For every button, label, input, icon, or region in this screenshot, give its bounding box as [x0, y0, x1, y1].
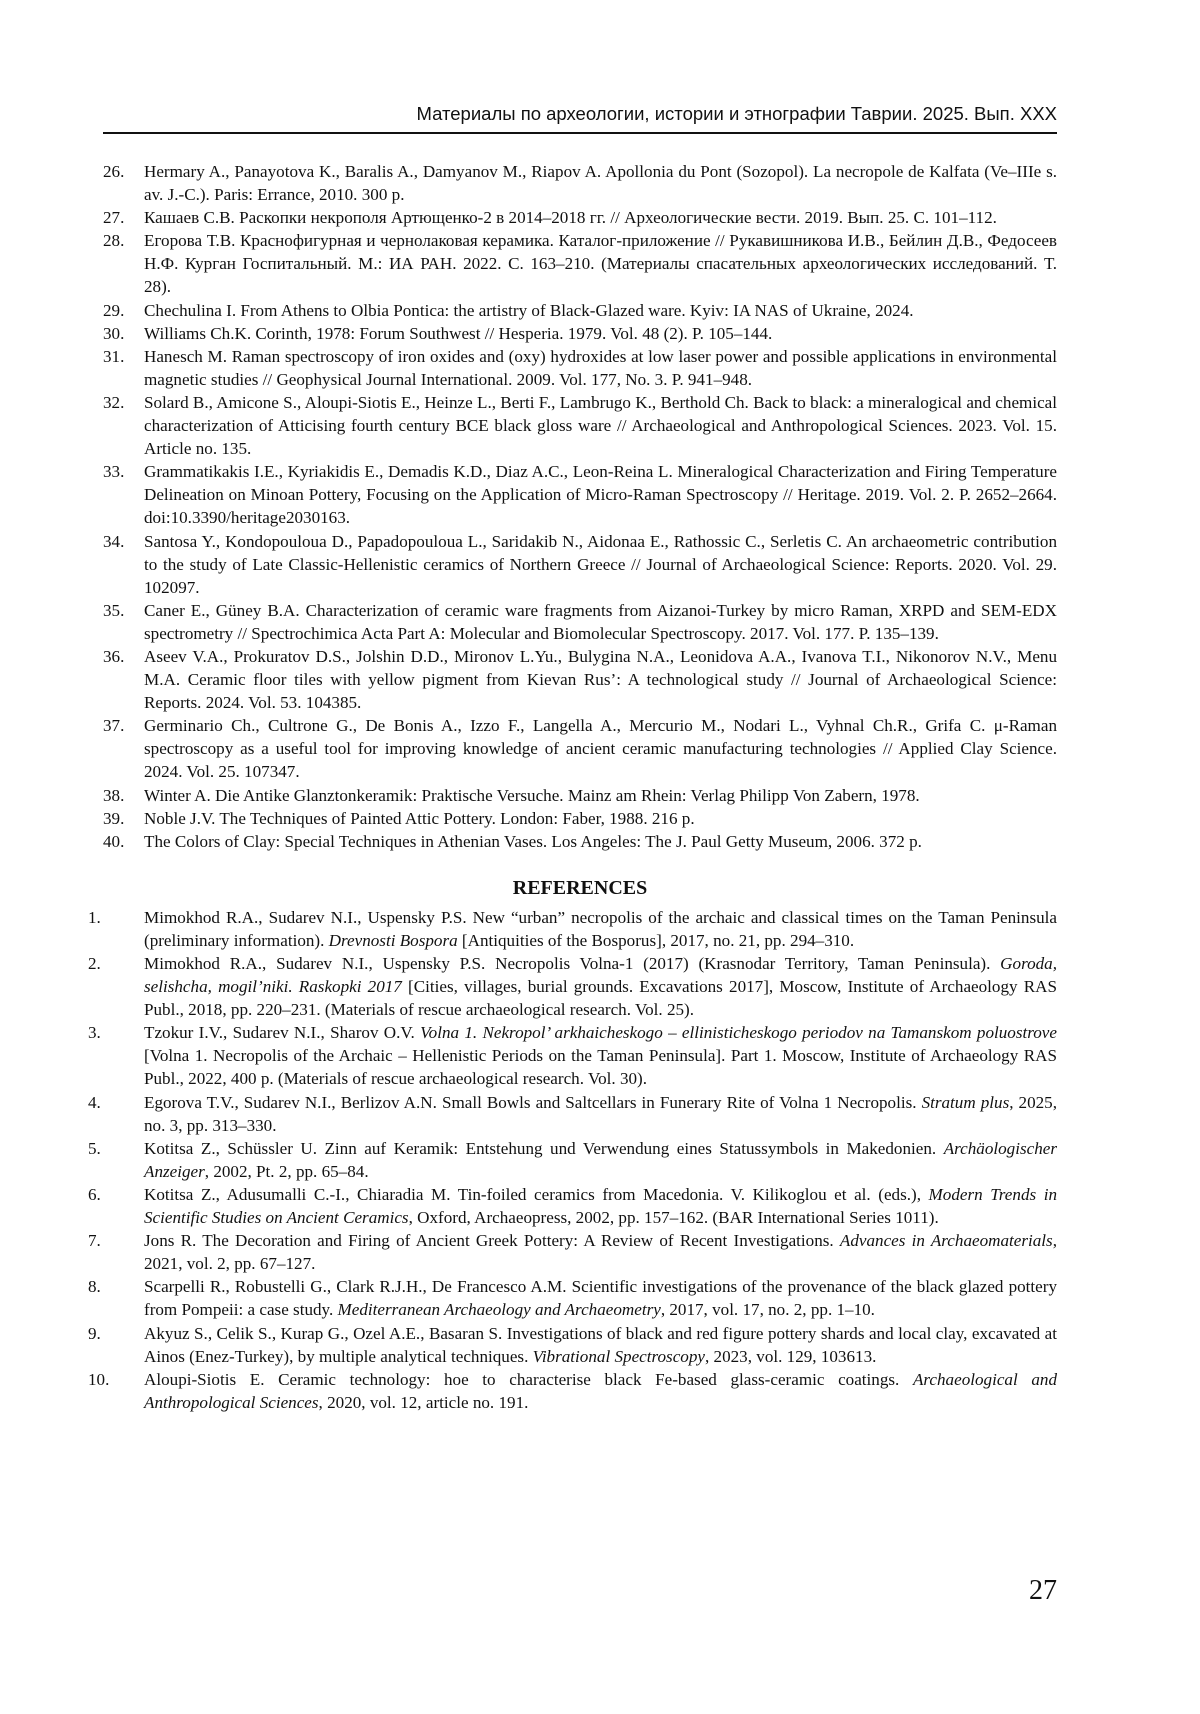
entry-number: 36. [103, 646, 125, 666]
entry-text: Кашаев С.В. Раскопки некрополя Артющенко-2 в 2014–2018 гг. // Археологические вести. 2019. Вып. 25. С. 101–112. [144, 208, 997, 228]
entry-text: Santosa Y., Kondopouloua D., Papadopouloua L., Saridakib N., Aidonaa E., Rathossic C., Serletis C. An archaeometric contribution to the study of Late Classic-Hellenistic ceramics of Northern Greece // Journal of Archaeological Science: Reports. 2020. Vol. 29. 102097. [144, 531, 1057, 597]
reference-text [87, 1091, 1057, 1137]
reference-text-part: Tzokur I.V., Sudarev N.I., Sharov O.V. [144, 1023, 421, 1043]
literature-entry [103, 160, 1057, 206]
header-rule [103, 132, 1057, 134]
reference-title-italic: Archaeological and Anthropological Sciences [144, 1369, 1057, 1412]
literature-entry [103, 714, 1057, 783]
literature-entry [103, 599, 1057, 645]
literature-entry [103, 784, 1057, 807]
reference-text-part: Scarpelli R., Robustelli G., Clark R.J.H., De Francesco A.M. Scientific investigations of the provenance of the black glazed pottery from Pompeii: a case study. [144, 1277, 1057, 1320]
entry-text: Noble J.V. The Techniques of Painted Attic Pottery. London: Faber, 1988. 216 p. [144, 808, 695, 828]
reference-title-italic: Vibrational Spectroscopy [532, 1346, 705, 1366]
entry-text: Caner E., Güney B.A. Characterization of ceramic ware fragments from Aizanoi-Turkey by micro Raman, XRPD and SEM-EDX spectrometry // Spectrochimica Acta Part A: Molecular and Biomolecular Spectroscopy. 2017. Vol. 177. P. 135–139. [144, 600, 1057, 643]
reference-text-part: , 2023, vol. 129, 103613. [704, 1346, 877, 1366]
page-body [88, 160, 1057, 1414]
reference-text-part: Aloupi-Siotis E. Ceramic technology: hoe to characterise black Fe-based glass-ceramic coatings. [144, 1369, 913, 1389]
reference-text-part: , 2020, vol. 12, article no. 191. [318, 1392, 529, 1412]
reference-entry [88, 1091, 1057, 1137]
reference-title-italic: Goroda, selishcha, mogil’niki. Raskopki 2017 [144, 954, 1057, 997]
reference-text-part: Kotitsa Z., Adusumalli C.-I., Chiaradia M. Tin-foiled ceramics from Macedonia. V. Kilikoglou et al. (eds.), [144, 1184, 929, 1204]
reference-number: 8. [88, 1277, 101, 1297]
references-heading: REFERENCES [512, 876, 648, 899]
reference-text [87, 906, 1057, 952]
reference-number: 7. [88, 1231, 101, 1251]
reference-entry [88, 1368, 1057, 1414]
literature-entry [103, 530, 1057, 599]
entry-number: 39. [103, 808, 125, 828]
entry-number: 35. [103, 600, 125, 620]
reference-title-italic: Modern Trends in Scientific Studies on Ancient Ceramics [144, 1184, 1057, 1228]
entry-number: 26. [103, 162, 125, 181]
reference-text-part: , Oxford, Archaeopress, 2002, pp. 157–162. (BAR International Series 1011). [408, 1208, 939, 1228]
entry-text: Chechulina I. From Athens to Olbia Pontica: the artistry of Black-Glazed ware. Kyiv: IA NAS of Ukraine, 2024. [144, 300, 914, 320]
reference-entry [88, 1229, 1057, 1275]
entry-number: 27. [103, 208, 125, 228]
literature-entry [103, 229, 1057, 298]
reference-text-part: , 2017, vol. 17, no. 2, pp. 1–10. [660, 1300, 875, 1320]
reference-number: 9. [88, 1323, 101, 1343]
reference-title-italic: Stratum plus [921, 1092, 1010, 1112]
entry-text: Williams Ch.K. Corinth, 1978: Forum Southwest // Hesperia. 1979. Vol. 48 (2). P. 105–144. [144, 323, 773, 343]
literature-entry [103, 645, 1057, 714]
literature-entry [103, 807, 1057, 830]
entry-number: 40. [103, 831, 125, 851]
reference-text-part: [Antiquities of the Bosporus], 2017, no. 21, pp. 294–310. [457, 930, 855, 950]
reference-number: 4. [88, 1092, 101, 1112]
reference-title-italic: Mediterranean Archaeology and Archaeometry [337, 1300, 661, 1320]
literature-entry [103, 206, 1057, 229]
entry-text: Germinario Ch., Cultrone G., De Bonis A., Izzo F., Langella A., Mercurio M., Nodari L., Vyhnal Ch.R., Grifa C. μ-Raman spectroscopy as a useful tool for improving knowledge of ancient ceramic manufacturing technologies // Applied Clay Science. 2024. Vol. 25. 107347. [144, 716, 1057, 782]
entry-number: 34. [103, 531, 125, 551]
reference-text [87, 1183, 1057, 1229]
reference-title-italic: Volna 1. Nekropol’ arkhaicheskogo – ellinisticheskogo periodov na Tamanskom poluostrove [420, 1023, 1057, 1043]
reference-entry [88, 1275, 1057, 1321]
references-list [88, 906, 1057, 1414]
reference-entry [88, 906, 1057, 952]
entry-text: The Colors of Clay: Special Techniques in Athenian Vases. Los Angeles: The J. Paul Getty Museum, 2006. 372 p. [144, 831, 922, 851]
reference-number: 1. [88, 907, 101, 927]
reference-text [87, 1322, 1057, 1368]
entry-text: Aseev V.A., Prokuratov D.S., Jolshin D.D., Mironov L.Yu., Bulygina N.A., Leonidova A.A., Ivanova T.I., Nikonorov N.V., Menu M.A. Ceramic floor tiles with yellow pigment from Kievan Rus’: A technological study // Journal of Archaeological Science: Reports. 2024. Vol. 53. 104385. [144, 646, 1057, 713]
reference-entry [88, 1021, 1057, 1090]
reference-number: 3. [88, 1023, 101, 1043]
entry-text: Егорова Т.В. Краснофигурная и чернолаковая керамика. Каталог-приложение // Рукавишникова И.В., Бейлин Д.В., Федосеев Н.Ф. Курган Госпитальный. М.: ИА РАН. 2022. С. 163–210. (Материалы спасательных археологических исследований. Т. 28). [144, 231, 1057, 297]
entry-text: Winter A. Die Antike Glanztonkeramik: Praktische Versuche. Mainz am Rhein: Verlag Philipp Von Zabern, 1978. [144, 785, 920, 805]
literature-entry [103, 391, 1057, 460]
reference-text-part: Mimokhod R.A., Sudarev N.I., Uspensky P.S. Necropolis Volna-1 (2017) (Krasnodar Territory, Taman Peninsula). [144, 954, 1001, 973]
literature-entry [103, 322, 1057, 345]
entry-number: 38. [103, 785, 125, 805]
literature-entry [103, 299, 1057, 322]
reference-text [87, 1275, 1057, 1321]
reference-text [87, 1229, 1057, 1275]
entry-text: Solard B., Amicone S., Aloupi-Siotis E., Heinze L., Berti F., Lambrugo K., Berthold Ch. Back to black: a mineralogical and chemical characterization of Atticising fourth century BCE black gloss ware // Archaeological and Anthropological Sciences. 2023. Vol. 15. Article no. 135. [144, 392, 1057, 459]
entry-text: Grammatikakis I.E., Kyriakidis E., Demadis K.D., Diaz A.C., Leon-Reina L. Mineralogical Characterization and Firing Temperature Delineation on Minoan Pottery, Focusing on the Application of Micro-Raman Spectroscopy // Heritage. 2019. Vol. 2. P. 2652–2664. doi:10.3390/heritage2030163. [144, 462, 1057, 528]
reference-text-part: , 2021, vol. 2, pp. 67–127. [144, 1231, 1057, 1274]
reference-text [87, 1368, 1057, 1414]
running-head: Материалы по археологии, истории и этнографии Таврии. 2025. Вып. XXX [416, 103, 1057, 124]
reference-text-part: [Cities, villages, burial grounds. Excavations 2017], Moscow, Institute of Archaeology RAS Publ., 2018, pp. 220–231. (Materials of rescue archaeological research. Vol. 25). [144, 977, 1057, 1020]
entry-number: 30. [103, 323, 125, 343]
entry-number: 31. [103, 346, 125, 366]
reference-title-italic: Drevnosti Bospora [328, 930, 458, 950]
entry-number: 32. [103, 392, 125, 412]
page-number: 27 [1029, 1575, 1057, 1606]
reference-number: 10. [88, 1369, 110, 1389]
reference-title-italic: Archäologischer Anzeiger [144, 1138, 1057, 1181]
reference-entry [88, 1322, 1057, 1368]
reference-number: 2. [88, 954, 101, 973]
reference-text [87, 952, 1057, 1021]
reference-entry [88, 1183, 1057, 1229]
entry-number: 28. [103, 231, 125, 251]
reference-number: 5. [88, 1138, 101, 1158]
reference-text-part: , 2002, Pt. 2, pp. 65–84. [204, 1161, 369, 1181]
reference-text-part: Akyuz S., Celik S., Kurap G., Ozel A.E., Basaran S. Investigations of black and red figure pottery shards and local clay, excavated at Ainos (Enez-Turkey), by multiple analytical techniques. [144, 1323, 1057, 1366]
reference-text [87, 1021, 1057, 1090]
literature-entry [103, 460, 1057, 529]
reference-text-part: , 2025, no. 3, pp. 313–330. [144, 1092, 1057, 1135]
reference-title-italic: Advances in Archaeomaterials [839, 1231, 1053, 1251]
literature-entry [103, 830, 1057, 853]
reference-text [87, 1137, 1057, 1183]
reference-text-part: Mimokhod R.A., Sudarev N.I., Uspensky P.S. New “urban” necropolis of the archaic and classical times on the Taman Peninsula (preliminary information). [144, 907, 1057, 950]
reference-entry [88, 952, 1057, 1021]
reference-entry [88, 1137, 1057, 1183]
reference-text-part: Jons R. The Decoration and Firing of Ancient Greek Pottery: A Review of Recent Investigations. [144, 1231, 840, 1251]
entry-text: Hanesch M. Raman spectroscopy of iron oxides and (oxy) hydroxides at low laser power and possible applications in environmental magnetic studies // Geophysical Journal International. 2009. Vol. 177, No. 3. P. 941–948. [144, 346, 1057, 389]
reference-text-part: Egorova T.V., Sudarev N.I., Berlizov A.N. Small Bowls and Saltcellars in Funerary Rite of Volna 1 Necropolis. [144, 1092, 922, 1112]
reference-text-part: Kotitsa Z., Schüssler U. Zinn auf Keramik: Entstehung und Verwendung eines Statussymbols in Makedonien. [144, 1138, 944, 1158]
literature-list [103, 160, 1057, 853]
reference-number: 6. [88, 1184, 101, 1204]
entry-number: 37. [103, 716, 125, 736]
entry-number: 33. [103, 462, 125, 482]
literature-entry [103, 345, 1057, 391]
entry-text: Hermary A., Panayotova K., Baralis A., Damyanov M., Riapov A. Apollonia du Pont (Sozopol). La necropole de Kalfata (Ve–IIIe s. av. J.-C.). Paris: Errance, 2010. 300 p. [144, 162, 1057, 205]
entry-number: 29. [103, 300, 125, 320]
reference-text-part: [Volna 1. Necropolis of the Archaic – Hellenistic Periods on the Taman Peninsula]. Part 1. Moscow, Institute of Archaeology RAS Publ., 2022, 400 p. (Materials of rescue archaeological research. Vol. 30). [144, 1046, 1057, 1089]
